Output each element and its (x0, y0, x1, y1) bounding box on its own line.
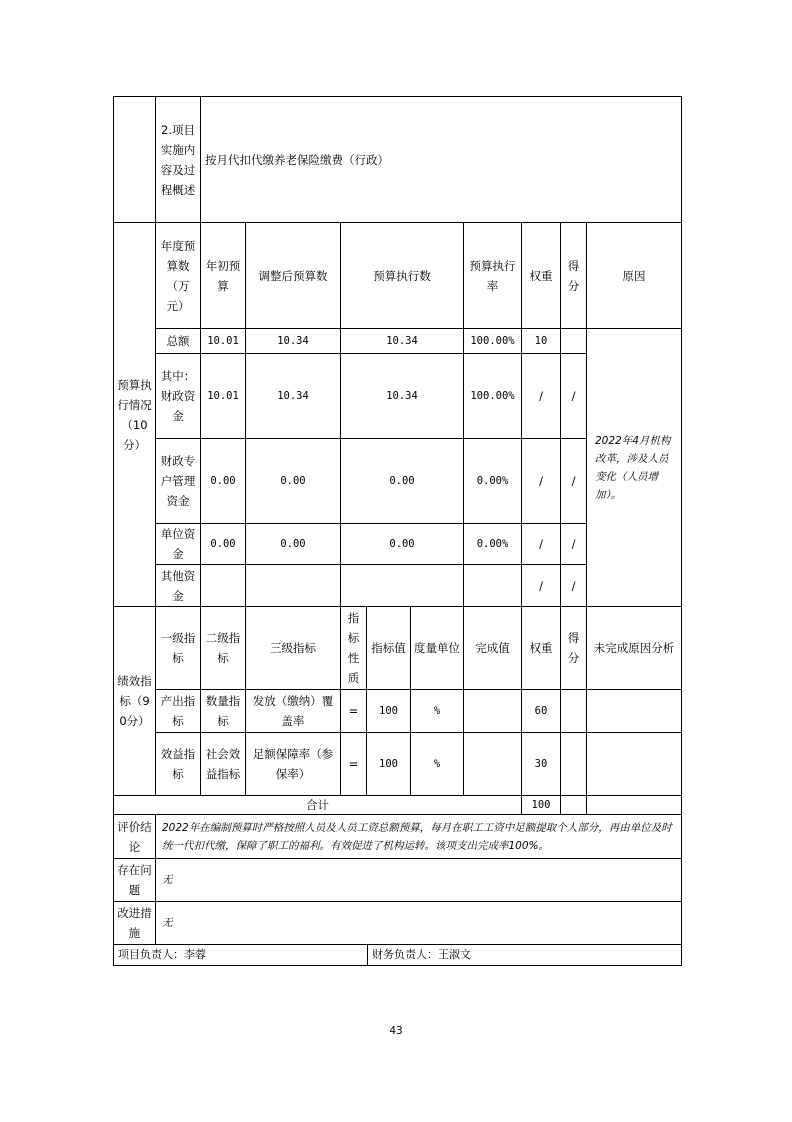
evaluation-label: 评价结论 (113, 814, 156, 859)
budget-section-label: 预算执行情况（10分） (113, 222, 156, 607)
budget-row-score: / (560, 564, 587, 607)
perf-row-weight: 60 (521, 689, 561, 733)
budget-row-adjusted: 0.00 (245, 438, 341, 524)
budget-header-year: 年度预算数（万元） (155, 222, 201, 329)
perf-row-score (560, 732, 587, 796)
perf-header-nature: 指标性质 (340, 606, 367, 690)
budget-header-executed: 预算执行数 (340, 222, 464, 329)
budget-row-score (560, 328, 587, 354)
budget-row-rate: 100.00% (463, 328, 522, 354)
budget-row-executed: 10.34 (340, 353, 464, 439)
left-blank-cell (113, 96, 156, 223)
budget-row-label: 总额 (155, 328, 201, 354)
budget-header-weight: 权重 (521, 222, 561, 329)
budget-row-initial: 0.00 (200, 438, 246, 524)
total-label: 合计 (113, 795, 522, 815)
perf-row-level2: 社会效益指标 (200, 732, 246, 796)
perf-header-completed: 完成值 (463, 606, 522, 690)
perf-row-level2: 数量指标 (200, 689, 246, 733)
budget-row-adjusted: 10.34 (245, 328, 341, 354)
perf-header-unit: 度量单位 (410, 606, 464, 690)
perf-row-value: 100 (366, 689, 411, 733)
perf-header-level2: 二级指标 (200, 606, 246, 690)
perf-row-nature: = (340, 689, 367, 733)
budget-row-score: / (560, 438, 587, 524)
budget-row-initial: 10.01 (200, 353, 246, 439)
perf-row-level3: 发放（缴纳）覆盖率 (245, 689, 341, 733)
perf-header-level3: 三级指标 (245, 606, 341, 690)
budget-row-weight: 10 (521, 328, 561, 354)
perf-row-unit: % (410, 689, 464, 733)
perf-section-label: 绩效指标（90分） (113, 606, 156, 796)
budget-row-label: 单位资金 (155, 523, 201, 565)
budget-header-rate: 预算执行率 (463, 222, 522, 329)
total-reason (586, 795, 682, 815)
budget-row-rate (463, 564, 522, 607)
evaluation-text: 2022年在编制预算时严格按照人员及人员工资总额预算，每月在职工工资中足额提取个人部分，再由单位及时统一代扣代缴，保障了职工的福利。有效促进了机构运转。该项支出完成率100%。 (155, 814, 682, 859)
budget-row-adjusted (245, 564, 341, 607)
perf-row-score (560, 689, 587, 733)
problems-text: 无 (155, 858, 682, 902)
budget-row-score: / (560, 523, 587, 565)
budget-reason-text: 2022年4月机构改革，涉及人员变化（人员增加）。 (586, 328, 682, 607)
perf-row-level1: 效益指标 (155, 732, 201, 796)
total-score (560, 795, 587, 815)
perf-row-unit: % (410, 732, 464, 796)
budget-row-initial: 10.01 (200, 328, 246, 354)
page-number: 43 (389, 1025, 403, 1037)
budget-row-adjusted: 0.00 (245, 523, 341, 565)
perf-row-reason (586, 732, 682, 796)
budget-row-executed: 0.00 (340, 438, 464, 524)
budget-row-weight: / (521, 564, 561, 607)
budget-row-weight: / (521, 353, 561, 439)
budget-row-executed (340, 564, 464, 607)
perf-row-value: 100 (366, 732, 411, 796)
budget-header-score: 得分 (560, 222, 587, 329)
finance-lead: 财务负责人：王淑文 (367, 944, 682, 966)
perf-header-reason: 未完成原因分析 (586, 606, 682, 690)
budget-row-weight: / (521, 438, 561, 524)
problems-label: 存在问题 (113, 858, 156, 902)
perf-header-score: 得分 (560, 606, 587, 690)
perf-header-value: 指标值 (366, 606, 411, 690)
budget-row-label: 其他资金 (155, 564, 201, 607)
budget-row-executed: 10.34 (340, 328, 464, 354)
perf-row-completed (463, 732, 522, 796)
improvements-text: 无 (155, 901, 682, 945)
budget-row-weight: / (521, 523, 561, 565)
budget-header-reason: 原因 (586, 222, 682, 329)
desc-label: 2.项目实施内容及过程概述 (155, 96, 201, 223)
perf-row-level3: 足额保障率（参保率） (245, 732, 341, 796)
budget-row-initial (200, 564, 246, 607)
budget-row-label: 其中：财政资金 (155, 353, 201, 439)
perf-row-nature: = (340, 732, 367, 796)
budget-row-rate: 0.00% (463, 523, 522, 565)
perf-header-level1: 一级指标 (155, 606, 201, 690)
improvements-label: 改进措施 (113, 901, 156, 945)
budget-row-initial: 0.00 (200, 523, 246, 565)
perf-row-completed (463, 689, 522, 733)
perf-row-reason (586, 689, 682, 733)
perf-header-weight: 权重 (521, 606, 561, 690)
budget-row-adjusted: 10.34 (245, 353, 341, 439)
perf-row-weight: 30 (521, 732, 561, 796)
budget-header-adjusted: 调整后预算数 (245, 222, 341, 329)
project-lead: 项目负责人：李蓉 (113, 944, 368, 966)
perf-row-level1: 产出指标 (155, 689, 201, 733)
total-weight: 100 (521, 795, 561, 815)
budget-row-score: / (560, 353, 587, 439)
budget-row-label: 财政专户管理资金 (155, 438, 201, 524)
budget-header-initial: 年初预算 (200, 222, 246, 329)
budget-row-rate: 0.00% (463, 438, 522, 524)
budget-row-executed: 0.00 (340, 523, 464, 565)
desc-value: 按月代扣代缴养老保险缴费（行政） (200, 96, 682, 223)
budget-row-rate: 100.00% (463, 353, 522, 439)
